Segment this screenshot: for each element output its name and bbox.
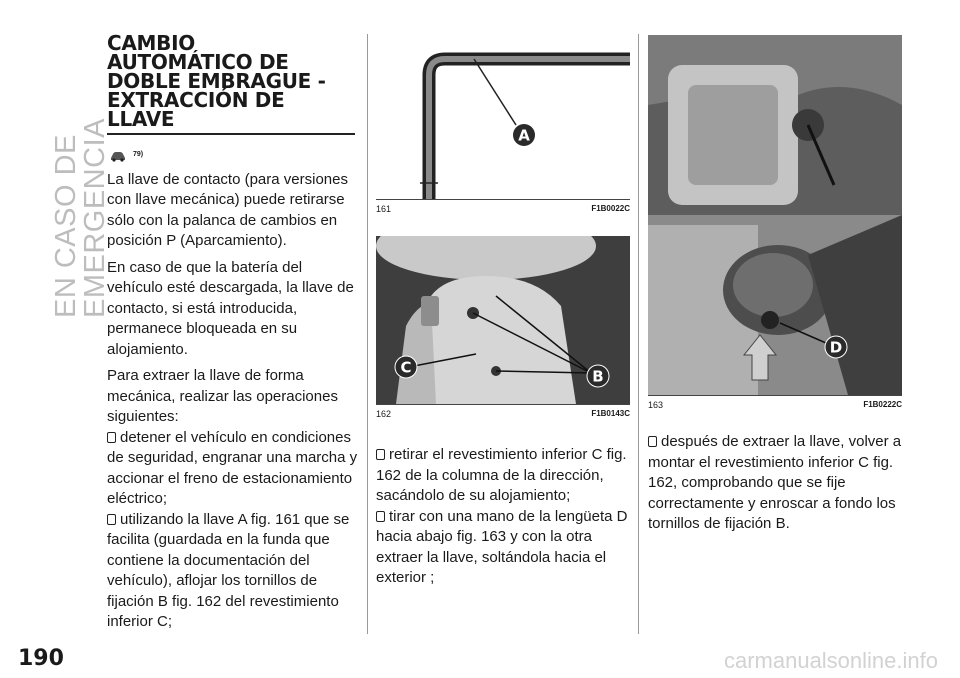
figure-162-image — [376, 236, 630, 404]
checkbox-bullet-icon — [107, 514, 116, 525]
callout-a: A — [518, 126, 530, 145]
figure-code: F1B0143C — [591, 409, 630, 418]
checkbox-bullet-icon — [376, 511, 385, 522]
column-1 — [107, 31, 361, 633]
column-divider — [638, 34, 639, 634]
column-2 — [376, 445, 634, 589]
checkbox-bullet-icon — [648, 436, 657, 447]
list-item: utilizando la llave A fig. 161 que se facilita (guardada en la funda que contiene la documentación del vehículo), aflojar los tornillos de fijación B fig. 162 del revestimiento inferior C; — [107, 510, 350, 630]
paragraph: La llave de contacto (para versiones con llave mecánica) puede retirarse sólo con la palanca de cambios en posición P (Aparcamiento). — [107, 170, 348, 249]
figure-code: F1B0022C — [591, 204, 630, 213]
figure-163 — [648, 35, 902, 410]
paragraph: Para extraer la llave de forma mecánica, realizar las operaciones siguientes: — [107, 367, 338, 425]
list-item: detener el vehículo en condiciones de seguridad, engranar una marcha y accionar el freno de estacionamiento eléctrico; — [107, 428, 358, 507]
title-line: AUTOMÁTICO DE — [107, 50, 289, 74]
figure-163-caption — [648, 395, 902, 410]
callout-d: D — [829, 338, 843, 357]
key-illustration — [376, 35, 630, 199]
title-line: CAMBIO — [107, 31, 195, 55]
car-warning-icon — [109, 148, 127, 162]
column-3 — [648, 432, 906, 535]
figure-number: 161 — [376, 204, 392, 214]
title-line: EXTRACCIÓN DE — [107, 88, 285, 112]
callout-c: C — [400, 358, 412, 377]
page-number: 190 — [18, 646, 64, 671]
warning-reference — [109, 145, 361, 166]
figure-161-image — [376, 35, 630, 199]
figure-161-caption — [376, 199, 630, 214]
warning-ref-number: 79) — [133, 151, 144, 158]
checkbox-bullet-icon — [107, 432, 116, 443]
watermark[interactable]: carmanualsonline.info — [723, 648, 938, 673]
paragraph: En caso de que la batería del vehículo esté descargada, la llave de contacto, si está introducida, permanece bloqueada en su alojamiento. — [107, 258, 354, 358]
section-title — [107, 31, 355, 135]
figure-162-caption — [376, 404, 630, 419]
list-item: tirar con una mano de la lengüeta D hacia abajo fig. 163 y con la otra extraer la llave, soltándola hacia el exterior ; — [376, 507, 628, 586]
figure-162 — [376, 236, 630, 419]
figure-161 — [376, 35, 630, 214]
chapter-side-title: EN CASO DE EMERGENCIA — [50, 118, 111, 318]
list-item: después de extraer la llave, volver a montar el revestimiento inferior C fig. 162, comprobando que se fije correctamente y enroscar a fondo los tornillos de fijación B. — [648, 433, 902, 532]
title-line: DOBLE EMBRAGUE - — [107, 69, 326, 93]
callout-b: B — [592, 367, 604, 386]
list-item: retirar el revestimiento inferior C fig. 162 de la columna de la dirección, sacándolo de su alojamiento; — [376, 446, 627, 504]
column-divider — [367, 34, 368, 634]
steering-lock-photo — [648, 35, 902, 395]
checkbox-bullet-icon — [376, 449, 385, 460]
figure-number: 163 — [648, 400, 664, 410]
figure-number: 162 — [376, 409, 392, 419]
title-line: LLAVE — [107, 107, 175, 131]
steering-column-photo — [376, 236, 630, 404]
figure-code: F1B0222C — [863, 400, 902, 409]
figure-163-image — [648, 35, 902, 395]
